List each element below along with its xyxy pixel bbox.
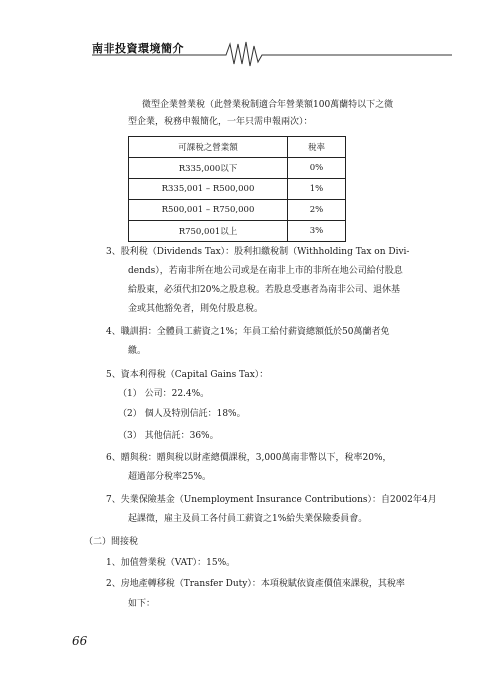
item-5-sub-3: （3） 其他信託：36%。 — [118, 431, 219, 441]
item-7-line-2: 起課徵，雇主及員工各付員工薪資之1%給失業保險委員會。 — [128, 514, 368, 524]
item-7-line-1: 7、失業保險基金（Unemployment Insurance Contributions）：自2002年4月 — [106, 495, 437, 505]
item-3-line-2: dends），若南非所在地公司或是在南非上市的非所在地公司給付股息 — [128, 266, 403, 276]
table-row — [129, 179, 346, 200]
item-3-line-3: 給股東，必須代扣20%之股息稅。若股息受惠者為南非公司、退休基 — [128, 285, 401, 295]
table-cell: 2% — [288, 200, 346, 221]
intro-line-1: 微型企業營業稅（此營業稅制適合年營業額100萬蘭特以下之微 — [142, 100, 394, 110]
table-cell: 3% — [288, 221, 346, 242]
item-6-line-2: 超過部分稅率25%。 — [128, 472, 212, 482]
header-wave-line — [92, 36, 452, 70]
section-indirect-tax-heading: （二）間接稅 — [84, 537, 139, 547]
item-6-line-1: 6、贈與稅：贈與稅以財產總價課稅，3,000萬南非幣以下，稅率20%， — [106, 453, 392, 463]
table-cell: R335,000以下 — [129, 158, 288, 179]
page-number: 66 — [72, 634, 88, 648]
table-row — [129, 221, 346, 242]
table-cell: 1% — [288, 179, 346, 200]
section-2-item-2-line-2: 如下： — [128, 599, 156, 609]
header-title: 南非投資環境簡介 — [92, 42, 184, 55]
table-cell: 0% — [288, 158, 346, 179]
item-5-sub-1: （1） 公司：22.4%。 — [118, 389, 210, 399]
table-cell: R750,001以上 — [129, 221, 288, 242]
page-header — [92, 36, 452, 70]
item-5-sub-2: （2） 個人及特別信託：18%。 — [118, 409, 246, 419]
table-row — [129, 200, 346, 221]
item-4-line-2: 繳。 — [128, 346, 147, 356]
section-2-item-2-line-1: 2、房地產轉移稅（Transfer Duty）：本項稅賦依資產價值來課稅，其稅率 — [106, 579, 405, 589]
item-4-line-1: 4、職訓捐：全體員工薪資之1%；年員工給付薪資總額低於50萬蘭者免 — [106, 327, 390, 337]
table-header-row — [129, 137, 346, 158]
section-2-item-1: 1、加值營業稅（VAT）：15%。 — [106, 558, 236, 568]
item-5-line-1: 5、資本利得稅（Capital Gains Tax）： — [106, 370, 269, 380]
table-row — [129, 158, 346, 179]
tax-rate-table — [128, 136, 346, 242]
intro-line-2: 型企業，稅務申報簡化，一年只需申報兩次）： — [128, 117, 313, 127]
item-3-line-1: 3、股利稅（Dividends Tax）：股利扣繳稅制（Withholding Tax on Divi- — [106, 247, 410, 257]
table-header-cell: 稅率 — [288, 137, 346, 158]
table-cell: R335,001 – R500,000 — [129, 179, 288, 200]
table-cell: R500,001 – R750,000 — [129, 200, 288, 221]
item-3-line-4: 金或其他豁免者，則免付股息稅。 — [128, 304, 264, 314]
table-header-cell: 可課稅之營業額 — [129, 137, 288, 158]
